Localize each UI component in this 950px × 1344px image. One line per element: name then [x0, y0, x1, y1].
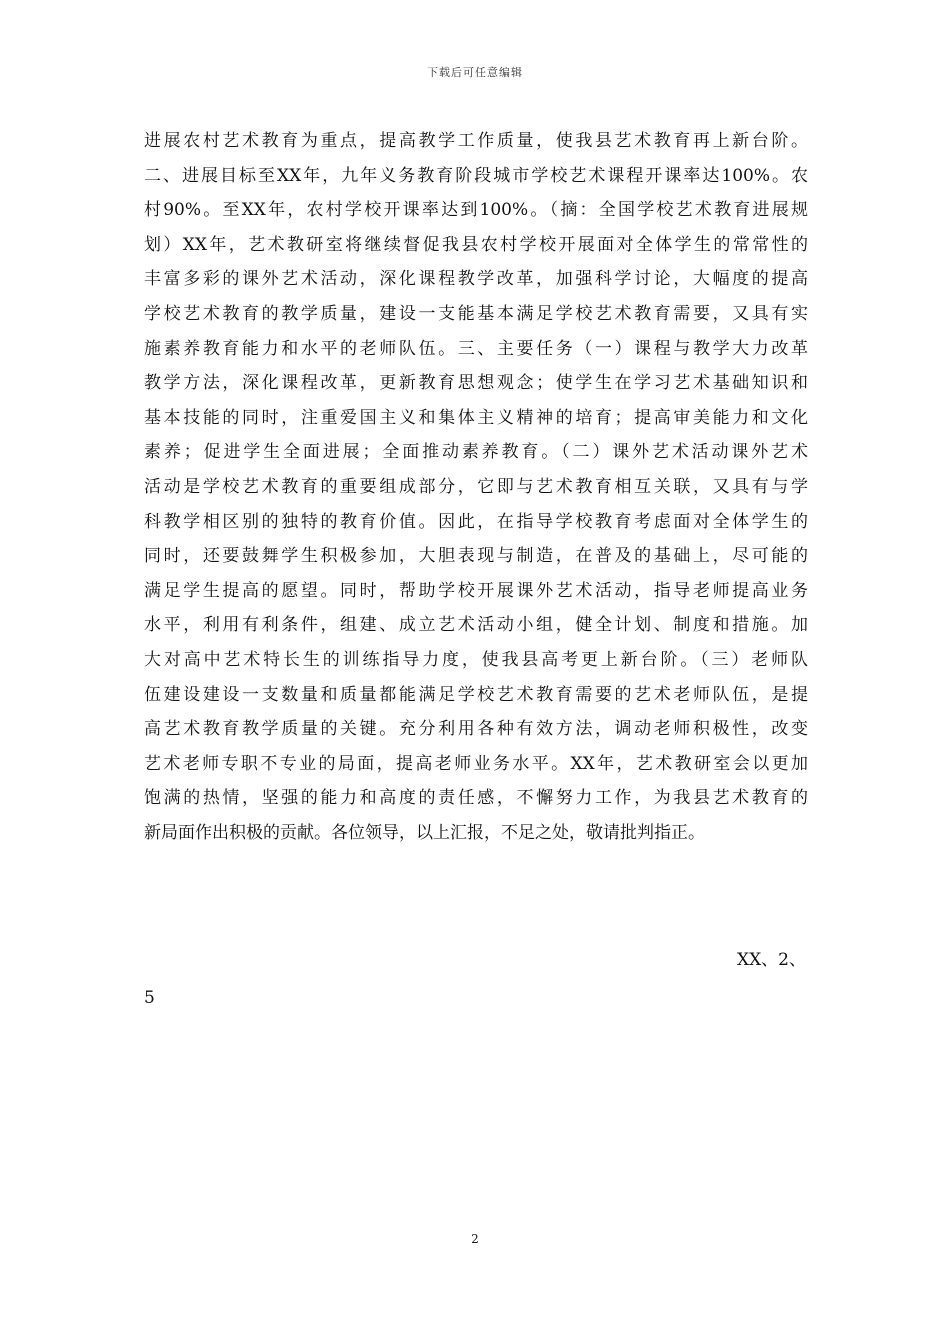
body-line: 素养；促进学生全面进展；全面推动素养教育。（二）课外艺术活动课外艺术 [144, 442, 808, 463]
page-number: 2 [471, 1232, 479, 1246]
body-line: 学校艺术教育的教学质量，建设一支能基本满足学校艺术教育需要，又具有实 [144, 303, 808, 324]
body-line: 基本技能的同时，注重爱国主义和集体主义精神的培育；提高审美能力和文化 [144, 407, 808, 428]
page-header: 下载后可任意编辑 [427, 66, 523, 79]
body-line: 伍建设建设一支数量和质量都能满足学校艺术教育需要的艺术老师队伍，是提 [144, 684, 808, 705]
body-line: 施素养教育能力和水平的老师队伍。三、主要任务（一）课程与教学大力改革 [144, 338, 808, 359]
body-line: 科教学相区别的独特的教育价值。因此，在指导学校教育考虑面对全体学生的 [144, 511, 808, 532]
body-line: 教学方法，深化课程改革，更新教育思想观念；使学生在学习艺术基础知识和 [144, 373, 808, 394]
body-line: 大对高中艺术特长生的训练指导力度，使我县高考更上新台阶。（三）老师队 [144, 649, 808, 670]
body-line: 活动是学校艺术教育的重要组成部分，它即与艺术教育相互关联，又具有与学 [144, 476, 808, 497]
body-line: 丰富多彩的课外艺术活动，深化课程教学改革，加强科学讨论，大幅度的提高 [144, 269, 808, 290]
body-line: 满足学生提高的愿望。同时，帮助学校开展课外艺术活动，指导老师提高业务 [144, 580, 808, 601]
body-line-last: 新局面作出积极的贡献。各位领导，以上汇报，不足之处，敬请批判指正。 [144, 822, 705, 843]
body-line: 高艺术教育教学质量的关键。充分利用各种有效方法，调动老师积极性，改变 [144, 719, 808, 740]
body-line: 进展农村艺术教育为重点，提高教学工作质量，使我县艺术教育再上新台阶。 [144, 131, 808, 151]
document-body [144, 124, 808, 850]
body-line: 饱满的热情，坚强的能力和高度的责任感，不懈努力工作，为我县艺术教育的 [144, 788, 808, 809]
body-line: 二、进展目标至XX年，九年义务教育阶段城市学校艺术课程开课率达100%。农 [144, 165, 808, 186]
body-line: 水平，利用有利条件，组建、成立艺术活动小组，健全计划、制度和措施。加 [144, 615, 808, 636]
signature-date-part1: XX、2、 [736, 950, 806, 970]
body-line: 同时，还要鼓舞学生积极参加，大胆表现与制造，在普及的基础上，尽可能的 [144, 546, 808, 567]
body-line: 划）XX年，艺术教研室将继续督促我县农村学校开展面对全体学生的常常性的 [144, 234, 808, 255]
signature-date-part2: 5 [144, 988, 155, 1008]
body-line: 村90%。至XX年，农村学校开课率达到100%。（摘：全国学校艺术教育进展规 [144, 200, 808, 221]
body-line: 艺术老师专职不专业的局面，提高老师业务水平。XX年，艺术教研室会以更加 [144, 753, 808, 774]
